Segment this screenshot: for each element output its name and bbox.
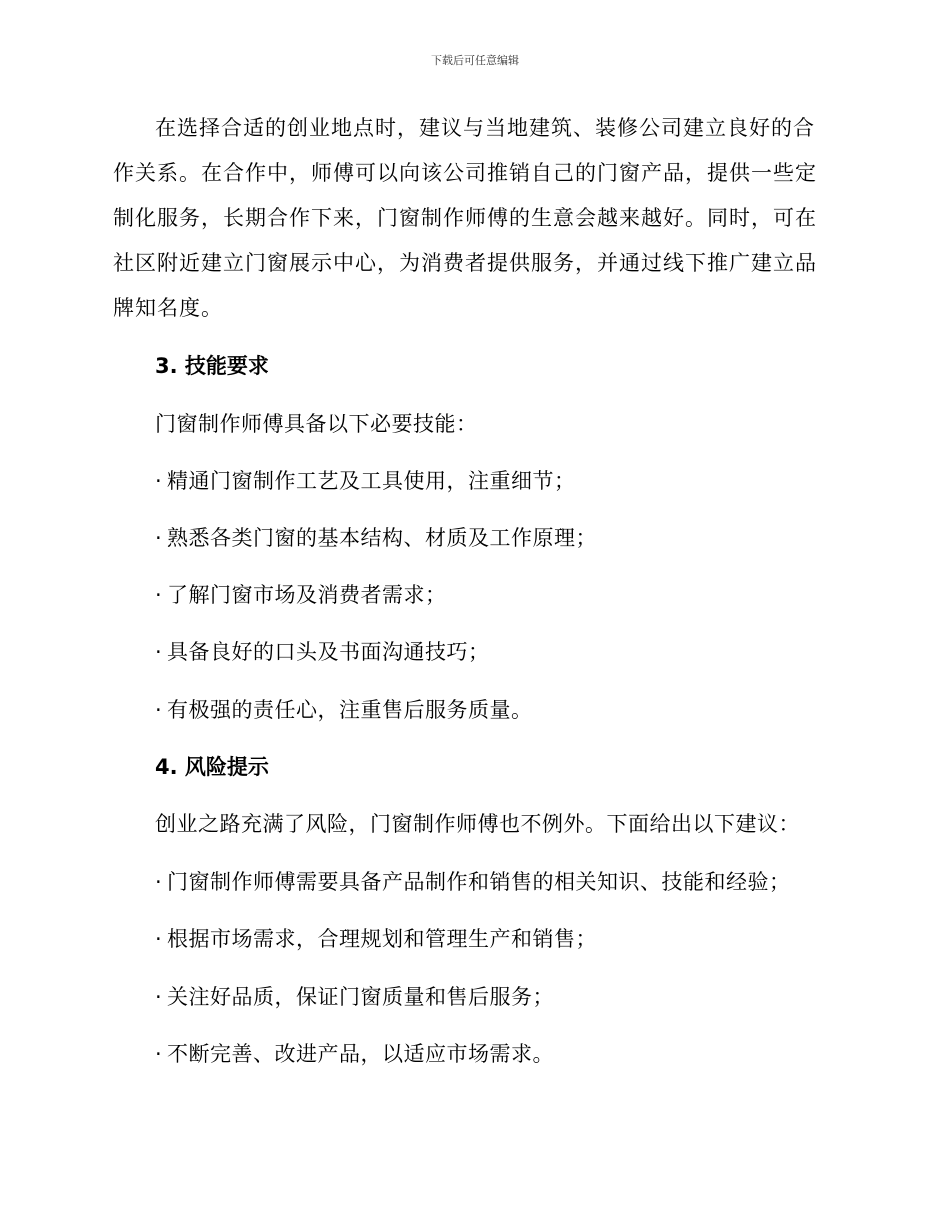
list-item [155, 1040, 554, 1068]
list-item [155, 638, 490, 666]
intro-paragraph: 在选择合适的创业地点时，建议与当地建筑、装修公司建立良好的合作关系。在合作中，师傅可以向该公司推销自己的门窗产品，提供一些定制化服务，长期合作下来，门窗制作师傅的生意会越来越好。同时，可在社区附近建立门窗展示中心，为消费者提供服务，并通过线下推广建立品牌知名度。 [113, 116, 817, 320]
list-item [155, 925, 597, 953]
section-4-intro: 创业之路充满了风险，门窗制作师傅也不例外。下面给出以下建议： [155, 812, 800, 836]
section-3-intro: 门窗制作师傅具备以下必要技能： [155, 412, 478, 436]
section-3-heading: 3. 技能要求 [155, 354, 269, 378]
list-item [155, 524, 597, 552]
list-item [155, 581, 447, 609]
bullet-marker: · [155, 526, 163, 550]
list-item-text: 根据市场需求，合理规划和管理生产和销售； [167, 927, 597, 951]
list-item-text: 精通门窗制作工艺及工具使用，注重细节； [167, 469, 576, 493]
list-item [155, 868, 791, 896]
section-4-heading: 4. 风险提示 [155, 755, 269, 779]
list-item-text: 具备良好的口头及书面沟通技巧； [167, 640, 490, 664]
bullet-marker: · [155, 985, 163, 1009]
list-item-text: 了解门窗市场及消费者需求； [167, 583, 447, 607]
bullet-marker: · [155, 927, 163, 951]
list-item-text: 有极强的责任心，注重售后服务质量。 [167, 698, 533, 722]
bullet-marker: · [155, 1042, 163, 1066]
list-item-text: 熟悉各类门窗的基本结构、材质及工作原理； [167, 526, 597, 550]
bullet-marker: · [155, 870, 163, 894]
list-item-text: 关注好品质，保证门窗质量和售后服务； [167, 985, 554, 1009]
bullet-marker: · [155, 583, 163, 607]
list-item [155, 696, 533, 724]
bullet-marker: · [155, 640, 163, 664]
page-header: 下载后可任意编辑 [431, 54, 519, 67]
bullet-marker: · [155, 698, 163, 722]
list-item [155, 467, 576, 495]
bullet-marker: · [155, 469, 163, 493]
list-item [155, 983, 554, 1011]
list-item-text: 门窗制作师傅需要具备产品制作和销售的相关知识、技能和经验； [167, 870, 791, 894]
list-item-text: 不断完善、改进产品，以适应市场需求。 [167, 1042, 554, 1066]
